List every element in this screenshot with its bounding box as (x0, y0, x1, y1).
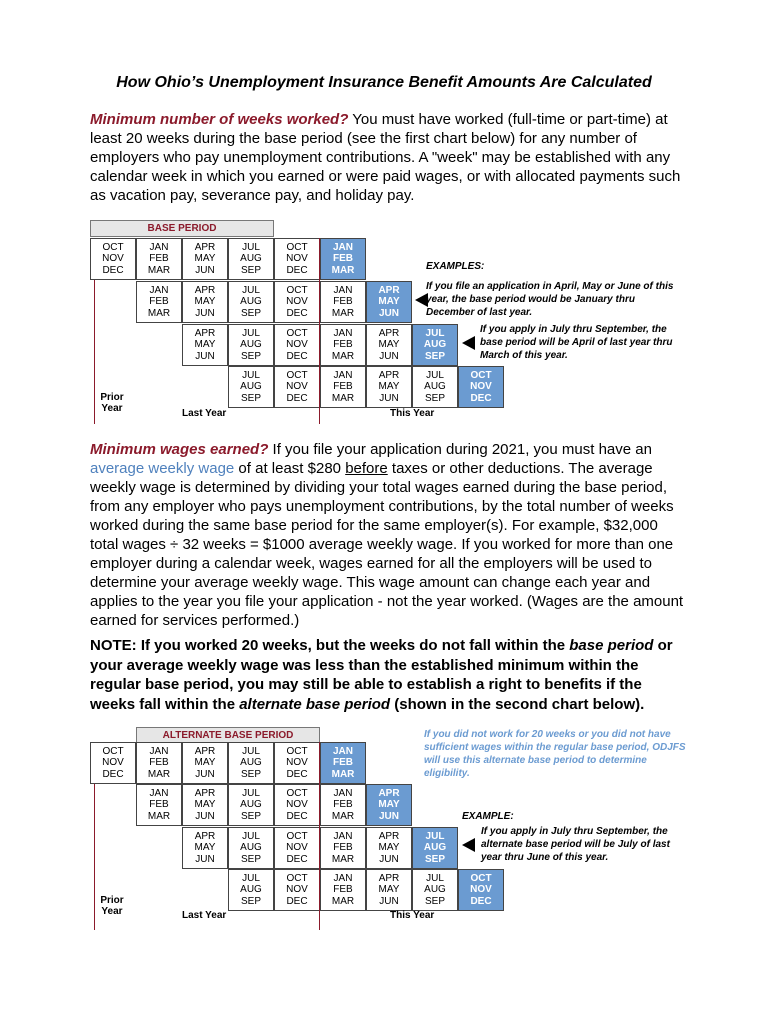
month-label: OCT (286, 241, 308, 253)
month-label: APR (194, 830, 216, 842)
month-label: MAR (331, 853, 355, 865)
pointer-arrow-icon (415, 293, 428, 307)
base-period-header: BASE PERIOD (90, 220, 274, 237)
month-label: APR (378, 369, 400, 381)
month-label: JAN (333, 787, 353, 799)
month-label: SEP (240, 350, 261, 362)
quarter-cell (228, 869, 274, 911)
month-label: SEP (240, 307, 261, 319)
month-label: SEP (424, 350, 445, 362)
month-label: JAN (333, 327, 353, 339)
month-label: AUG (240, 757, 262, 769)
month-label: SEP (240, 853, 261, 865)
prior-year-label: Prior Year (100, 392, 124, 414)
month-label: AUG (240, 339, 262, 351)
month-label: APR (378, 872, 400, 884)
month-label: MAR (331, 350, 355, 362)
alternate-base-period-header: ALTERNATE BASE PERIOD (136, 727, 320, 744)
quarter-cell (366, 784, 412, 826)
month-label: OCT (470, 872, 492, 884)
quarter-cell (320, 869, 366, 911)
month-label: JUN (195, 810, 215, 822)
quarter-cell (274, 366, 320, 408)
month-label: AUG (424, 884, 446, 896)
month-label: SEP (240, 895, 261, 907)
month-label: AUG (423, 842, 447, 854)
month-label: AUG (240, 253, 262, 265)
month-label: DEC (470, 392, 492, 404)
weeks-lead: Minimum number of weeks worked? (90, 111, 349, 128)
weeks-paragraph (90, 110, 690, 205)
month-label: JAN (149, 787, 169, 799)
month-label: JAN (149, 745, 169, 757)
month-label: MAY (194, 842, 216, 854)
month-label: JUN (195, 768, 215, 780)
wages-lead: Minimum wages earned? (90, 441, 269, 458)
month-label: JAN (149, 241, 169, 253)
last-year-label: Last Year (182, 408, 227, 419)
month-label: NOV (102, 253, 124, 265)
month-label: SEP (240, 810, 261, 822)
month-label: APR (194, 284, 216, 296)
quarter-cell (320, 238, 366, 280)
quarter-cell (412, 827, 458, 869)
prior-year-label: Prior Year (100, 895, 124, 917)
month-label: AUG (424, 381, 446, 393)
month-label: MAR (331, 810, 355, 822)
quarter-cell (366, 324, 412, 366)
month-label: JUL (242, 787, 260, 799)
note-text-3: (shown in the second chart below). (390, 695, 645, 713)
month-label: JUL (426, 872, 444, 884)
quarter-cell (136, 281, 182, 323)
quarter-cell (274, 869, 320, 911)
month-label: APR (378, 830, 400, 842)
month-label: JUN (195, 853, 215, 865)
month-label: DEC (286, 810, 308, 822)
month-label: FEB (333, 842, 353, 854)
month-label: DEC (286, 392, 308, 404)
month-label: AUG (240, 842, 262, 854)
month-label: MAY (378, 296, 400, 308)
month-label: JUL (242, 872, 260, 884)
month-label: FEB (333, 381, 353, 393)
month-label: OCT (286, 745, 308, 757)
month-label: FEB (149, 253, 169, 265)
quarter-cell (274, 784, 320, 826)
quarter-cell (320, 827, 366, 869)
month-label: MAY (378, 381, 400, 393)
month-label: MAY (194, 253, 216, 265)
quarter-cell (228, 784, 274, 826)
month-label: MAY (194, 339, 216, 351)
month-label: APR (378, 327, 400, 339)
month-label: MAR (331, 768, 355, 780)
month-label: MAY (378, 884, 400, 896)
base-period-chart (90, 220, 690, 440)
month-label: AUG (240, 884, 262, 896)
example-1-text: If you file an application in April, May or June of this year, the base period would be January thru December of last year. (426, 281, 674, 318)
month-label: DEC (286, 853, 308, 865)
month-label: MAR (331, 392, 355, 404)
month-label: APR (378, 284, 400, 296)
month-label: MAR (331, 264, 355, 276)
month-label: FEB (333, 799, 353, 811)
month-label: OCT (286, 284, 308, 296)
month-label: NOV (286, 884, 308, 896)
quarter-cell (274, 827, 320, 869)
quarter-cell (90, 238, 136, 280)
month-label: JUN (379, 853, 399, 865)
quarter-cell (228, 238, 274, 280)
wages-text-2: of at least $280 (234, 460, 346, 477)
year-divider (319, 238, 320, 424)
month-label: FEB (333, 884, 353, 896)
month-label: DEC (286, 307, 308, 319)
month-label: DEC (286, 895, 308, 907)
month-label: SEP (240, 392, 261, 404)
month-label: JUL (426, 369, 444, 381)
quarter-cell (320, 784, 366, 826)
quarter-cell (182, 281, 228, 323)
this-year-label: This Year (390, 910, 435, 921)
pointer-arrow-icon (462, 336, 475, 350)
month-label: NOV (286, 339, 308, 351)
note-text-2: or your average weekly wage was less than the established minimum within the regular base period, you may still be able to establish a right to benefits if the weeks fall within the (90, 637, 673, 713)
wages-paragraph (90, 440, 690, 630)
month-label: NOV (470, 381, 492, 393)
month-label: NOV (286, 381, 308, 393)
quarter-cell (228, 281, 274, 323)
month-label: FEB (149, 799, 169, 811)
month-label: AUG (240, 381, 262, 393)
quarter-cell (90, 742, 136, 784)
month-label: JUN (195, 264, 215, 276)
month-label: JUL (242, 284, 260, 296)
month-label: JUN (378, 810, 399, 822)
before-underlined: before (345, 460, 388, 477)
wages-text-1: If you file your application during 2021, you must have an (268, 441, 652, 458)
month-label: FEB (333, 253, 353, 265)
month-label: OCT (286, 369, 308, 381)
quarter-cell (274, 324, 320, 366)
month-label: JUN (379, 392, 399, 404)
month-label: JUN (378, 307, 399, 319)
quarter-cell (182, 784, 228, 826)
month-label: APR (194, 241, 216, 253)
quarter-cell (182, 324, 228, 366)
month-label: NOV (286, 253, 308, 265)
month-label: MAR (147, 768, 171, 780)
month-label: JAN (332, 745, 353, 757)
year-divider (319, 742, 320, 930)
quarter-cell (366, 869, 412, 911)
month-label: APR (194, 787, 216, 799)
month-label: JUN (195, 350, 215, 362)
month-label: AUG (240, 799, 262, 811)
example-title: EXAMPLE: (462, 811, 514, 822)
month-label: SEP (424, 392, 445, 404)
quarter-cell (366, 827, 412, 869)
month-label: JUL (425, 830, 445, 842)
month-label: OCT (102, 241, 124, 253)
alternate-info-text: If you did not work for 20 weeks or you did not have sufficient wages within the regular base period, ODJFS will use this alternate base period to determine eligibility. (424, 729, 686, 779)
quarter-cell (274, 742, 320, 784)
month-label: DEC (102, 768, 124, 780)
month-label: JAN (149, 284, 169, 296)
month-label: DEC (286, 768, 308, 780)
examples-title: EXAMPLES: (426, 261, 485, 272)
quarter-cell (320, 281, 366, 323)
month-label: OCT (286, 872, 308, 884)
month-label: JUL (425, 327, 445, 339)
month-label: MAR (331, 307, 355, 319)
month-label: JUL (242, 327, 260, 339)
note-base-period: base period (569, 637, 654, 654)
month-label: JUN (195, 307, 215, 319)
month-label: JAN (332, 241, 353, 253)
month-label: JAN (333, 369, 353, 381)
month-label: JUL (242, 830, 260, 842)
month-label: NOV (286, 296, 308, 308)
month-label: MAY (194, 799, 216, 811)
quarter-cell (228, 742, 274, 784)
example-2-text: If you apply in July thru September, the base period will be April of last year thru March of this year. (480, 324, 673, 361)
quarter-cell (412, 366, 458, 408)
month-label: JAN (333, 284, 353, 296)
page-title: How Ohio’s Unemployment Insurance Benefit Amounts Are Calculated (116, 74, 652, 91)
month-label: NOV (470, 884, 492, 896)
quarter-cell (274, 238, 320, 280)
month-label: SEP (424, 853, 445, 865)
quarter-cell (412, 324, 458, 366)
month-label: FEB (333, 339, 353, 351)
month-label: APR (194, 327, 216, 339)
note-paragraph (90, 636, 690, 714)
month-label: JUL (242, 241, 260, 253)
month-label: JUN (379, 895, 399, 907)
month-label: MAR (147, 307, 171, 319)
quarter-cell (320, 324, 366, 366)
alternate-example-text: If you apply in July thru September, the alternate base period will be July of last year thru June of this year. (481, 826, 670, 863)
month-label: MAY (194, 757, 216, 769)
month-label: NOV (286, 757, 308, 769)
month-label: JAN (333, 872, 353, 884)
last-year-label: Last Year (182, 910, 227, 921)
month-label: DEC (102, 264, 124, 276)
month-label: SEP (424, 895, 445, 907)
month-label: FEB (149, 296, 169, 308)
quarter-cell (182, 827, 228, 869)
month-label: FEB (149, 757, 169, 769)
quarter-cell (320, 366, 366, 408)
month-label: AUG (240, 296, 262, 308)
quarter-cell (228, 366, 274, 408)
quarter-cell (366, 366, 412, 408)
quarter-cell (320, 742, 366, 784)
quarter-cell (136, 238, 182, 280)
month-label: NOV (102, 757, 124, 769)
quarter-cell (412, 869, 458, 911)
month-label: OCT (286, 787, 308, 799)
quarter-cell (136, 784, 182, 826)
month-label: SEP (240, 768, 261, 780)
quarter-cell (458, 366, 504, 408)
month-label: FEB (333, 757, 353, 769)
quarter-cell (182, 742, 228, 784)
quarter-cell (366, 281, 412, 323)
month-label: APR (194, 745, 216, 757)
month-label: SEP (240, 264, 261, 276)
month-label: MAR (331, 895, 355, 907)
quarter-cell (458, 869, 504, 911)
quarter-cell (182, 238, 228, 280)
weeks-body: You must have worked (full-time or part-time) at least 20 weeks during the base period (see the first chart below) for any number of employers who pay unemployment contributions. A "week" may be established with any calendar week in which you earned or were paid wages, or with allocated payments such as vacation pay, severance pay, and holiday pay. (90, 111, 681, 204)
note-alternate-base-period: alternate base period (239, 695, 391, 713)
pointer-arrow-icon (462, 838, 475, 852)
note-text-1: NOTE: If you worked 20 weeks, but the weeks do not fall within the (90, 637, 570, 654)
month-label: FEB (333, 296, 353, 308)
month-label: DEC (470, 895, 492, 907)
month-label: JUN (379, 350, 399, 362)
month-label: APR (378, 787, 400, 799)
quarter-cell (228, 324, 274, 366)
month-label: MAY (378, 339, 400, 351)
month-label: NOV (286, 842, 308, 854)
month-label: JUL (242, 745, 260, 757)
month-label: MAY (378, 842, 400, 854)
quarter-cell (136, 742, 182, 784)
month-label: DEC (286, 350, 308, 362)
month-label: MAY (378, 799, 400, 811)
alternate-base-period-chart (90, 727, 690, 947)
month-label: NOV (286, 799, 308, 811)
month-label: OCT (102, 745, 124, 757)
wages-text-3: taxes or other deductions. The average weekly wage is determined by dividing your total wages earned during the base period, from any employer who pays unemployment contributions, by the total number of weeks worked during the same base period for the same employer(s). For example, $32,000 total wages ÷ 32 weeks = $1000 average weekly wage. If you worked for more than one employer during a calendar week, wages earned for all the employers will be used to determine your average weekly wage. This wage amount can change each year and applies to the year you file your application - not the year worked. (Wages are the amount earned for services performed.) (90, 460, 684, 629)
this-year-label: This Year (390, 408, 435, 419)
month-label: JUL (242, 369, 260, 381)
average-weekly-wage-term: average weekly wage (90, 460, 235, 477)
month-label: MAY (194, 296, 216, 308)
month-label: OCT (286, 830, 308, 842)
month-label: MAR (147, 264, 171, 276)
month-label: OCT (286, 327, 308, 339)
quarter-cell (274, 281, 320, 323)
month-label: DEC (286, 264, 308, 276)
month-label: JAN (333, 830, 353, 842)
month-label: MAR (147, 810, 171, 822)
month-label: OCT (470, 369, 492, 381)
quarter-cell (228, 827, 274, 869)
month-label: AUG (423, 339, 447, 351)
